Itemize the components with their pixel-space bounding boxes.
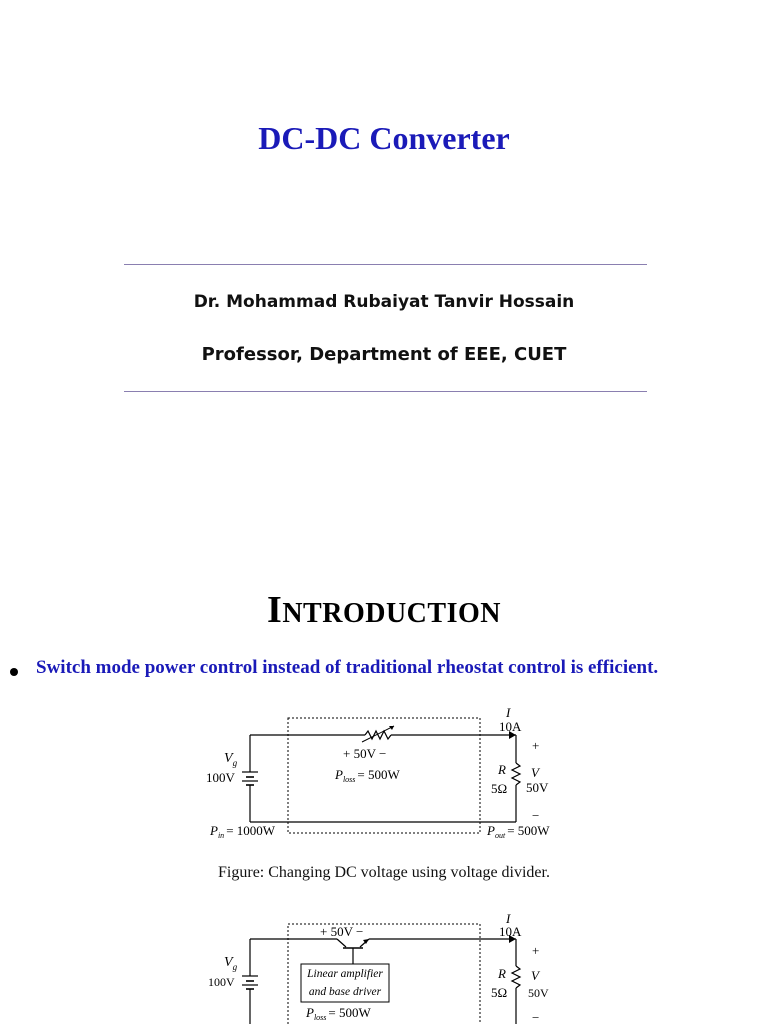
- current-value: 10A: [499, 924, 522, 939]
- current-symbol: I: [506, 705, 511, 720]
- source-voltage-label: 100V: [206, 770, 235, 785]
- figure-caption: Figure: Changing DC voltage using voltage divider.: [218, 864, 550, 881]
- resistor-icon: [512, 763, 520, 785]
- output-plus: +: [532, 738, 540, 753]
- resistor-symbol: R: [498, 966, 506, 981]
- author-name: Dr. Mohammad Rubaiyat Tanvir Hossain: [193, 292, 575, 312]
- voltage-drop-label: + 50V −: [343, 746, 387, 761]
- amplifier-box-line2: and base driver: [308, 986, 382, 998]
- output-v-symbol: V: [531, 968, 539, 983]
- resistor-icon: [512, 966, 520, 988]
- resistor-value: 5Ω: [491, 985, 508, 1000]
- source-voltage-label: 100V: [208, 975, 235, 989]
- current-symbol: I: [506, 911, 511, 926]
- bullet-dot-icon: [10, 668, 18, 676]
- divider-top: [124, 264, 647, 265]
- pin-label: $P_{in} = 1000W$: [210, 823, 276, 840]
- voltage-drop-label: + 50V −: [320, 924, 364, 939]
- output-minus: −: [532, 808, 540, 823]
- output-minus: −: [532, 1010, 540, 1024]
- current-value: 10A: [499, 719, 522, 734]
- output-v-symbol: V: [531, 765, 539, 780]
- amplifier-box-line1: Linear amplifier: [307, 968, 383, 980]
- transistor-icon: [337, 939, 346, 947]
- rheostat-icon: [365, 731, 391, 739]
- divider-bottom: [124, 391, 647, 392]
- section-heading-rest: NTRODUCTION: [282, 598, 501, 629]
- ploss-label: $P_{loss} = 500W$: [306, 1005, 371, 1022]
- author-affiliation: Professor, Department of EEE, CUET: [201, 344, 567, 365]
- output-v-value: 50V: [526, 780, 549, 795]
- output-plus: +: [532, 943, 540, 958]
- resistor-symbol: R: [498, 762, 506, 777]
- figure-voltage-divider-circuit: [200, 700, 570, 845]
- output-v-value: 50V: [528, 986, 549, 1000]
- section-heading: [0, 588, 768, 632]
- figure-linear-amplifier-circuit: [200, 908, 570, 1024]
- vg-label: $V_g$: [224, 955, 238, 972]
- vg-label: $V_g$: [224, 751, 238, 768]
- page-title: DC-DC Converter: [258, 120, 510, 156]
- section-heading-initial: I: [267, 589, 283, 631]
- pout-label: $P_{out} = 500W$: [487, 823, 550, 840]
- ploss-label: $P_{loss} = 500W$: [335, 767, 400, 784]
- resistor-value: 5Ω: [491, 781, 508, 796]
- bullet-text: Switch mode power control instead of traditional rheostat control is efficient.: [36, 657, 659, 678]
